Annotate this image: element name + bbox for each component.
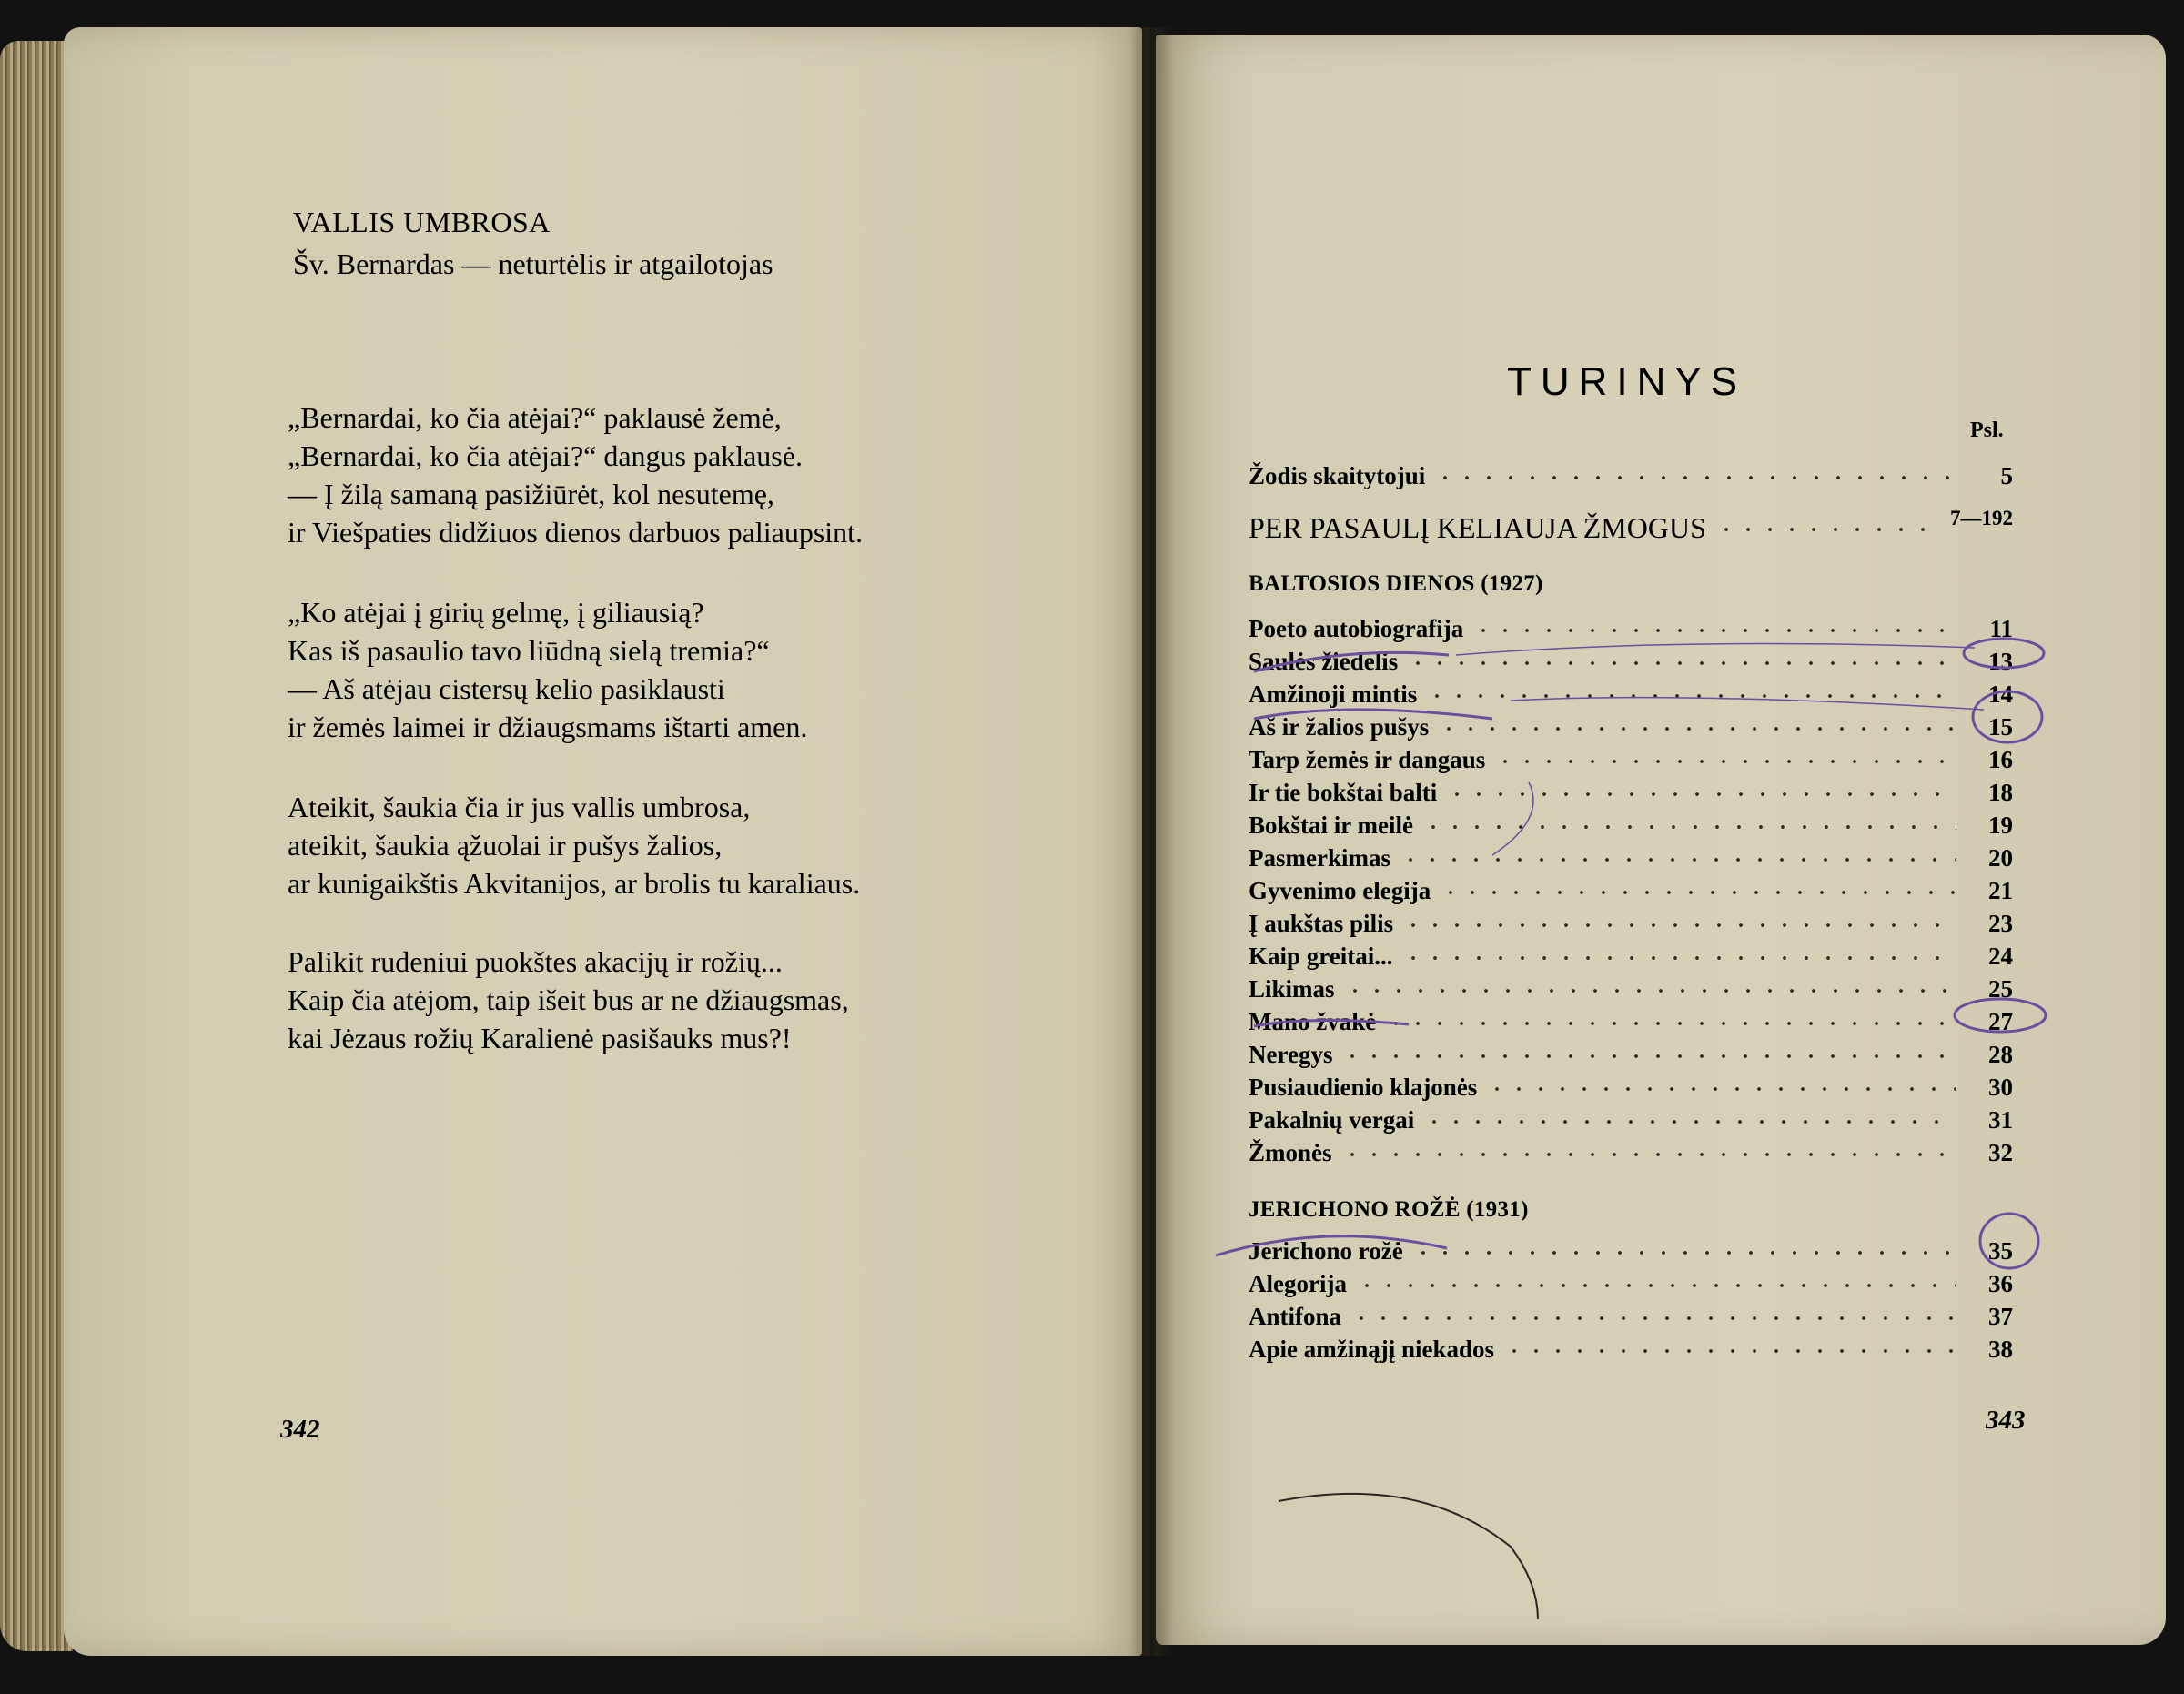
- toc-entry: [1249, 1074, 2013, 1104]
- toc-entry-title: Aš ir žalios pušys: [1249, 713, 1430, 741]
- toc-entry-title: Mano žvakė: [1249, 1008, 1377, 1035]
- leader-dots: [1356, 1284, 1956, 1287]
- toc-entry: [1249, 1106, 2013, 1137]
- toc-entry-page: 36: [1988, 1270, 2013, 1297]
- leader-dots: [1407, 661, 1956, 665]
- toc-entry-title: Kaip greitai...: [1249, 943, 1393, 970]
- leader-dots: [1344, 989, 1956, 993]
- leader-dots: [1446, 792, 1956, 796]
- toc-entry-page: 24: [1988, 943, 2013, 970]
- leader-dots: [1434, 476, 1956, 479]
- leader-dots: [1715, 528, 1941, 531]
- toc-entry: [1249, 910, 2013, 941]
- toc-entry-page: 25: [1988, 975, 2013, 1003]
- leader-dots: [1412, 1251, 1956, 1255]
- poem-line: „Bernardai, ko čia atėjai?“ dangus paklausė.: [288, 439, 803, 472]
- leader-dots: [1385, 1022, 1956, 1025]
- toc-entry-page: 11: [1989, 615, 2013, 642]
- poem-line: — Į žilą samaną pasižiūrėt, kol nesutemę,: [288, 478, 774, 510]
- poem-stanza: [288, 943, 849, 1057]
- poem-line: ir Viešpaties didžiuos dienos darbuos paliaupsint.: [288, 516, 864, 549]
- poem-subtitle: Šv. Bernardas — neturtėlis ir atgailotojas: [293, 247, 774, 280]
- poem-line: Ateikit, šaukia čia ir jus vallis umbrosa,: [288, 791, 751, 823]
- toc-entry-title: Bokštai ir meilė: [1249, 812, 1413, 839]
- leader-dots: [1438, 727, 1956, 731]
- poem-title: VALLIS UMBROSA: [293, 206, 551, 238]
- toc-entry-title: Gyvenimo elegija: [1249, 877, 1431, 904]
- toc-entry-title: Antifona: [1249, 1303, 1342, 1330]
- toc-entry-title: Jerichono rožė: [1249, 1237, 1403, 1265]
- leader-dots: [1402, 956, 1957, 960]
- toc-entry-page: 28: [1988, 1041, 2013, 1068]
- toc-part-entry: [1249, 507, 2013, 548]
- toc-entry-title: Pakalnių vergai: [1249, 1106, 1415, 1134]
- book-spine-gutter: [1128, 27, 1174, 1656]
- toc-entry-title: Tarp žemės ir dangaus: [1249, 746, 1486, 773]
- leader-dots: [1341, 1054, 1956, 1058]
- toc-entry-title: PER PASAULĮ KELIAUJA ŽMOGUS: [1249, 511, 1706, 544]
- toc-entry-page: 5: [2000, 462, 2013, 489]
- toc-entry: [1249, 943, 2013, 973]
- toc-entry-title: Ir tie bokštai balti: [1249, 779, 1438, 806]
- leader-dots: [1486, 1087, 1956, 1091]
- poem-line: Kaip čia atėjom, taip išeit bus ar ne džiaugsmas,: [288, 983, 849, 1016]
- poem-line: ateikit, šaukia ąžuolai ir pušys žalios,: [288, 829, 723, 862]
- toc-section-heading: JERICHONO ROŽĖ (1931): [1249, 1197, 1529, 1222]
- toc-entry-page: 38: [1988, 1336, 2013, 1363]
- toc-entry: [1249, 462, 2013, 493]
- poem-line: ir žemės laimei ir džiaugsmams ištarti amen.: [288, 711, 808, 743]
- toc-entry: [1249, 1270, 2013, 1301]
- poem-line: ar kunigaikštis Akvitanijos, ar brolis tu karaliaus.: [288, 867, 861, 900]
- toc-entry-title: Žodis skaitytojui: [1249, 462, 1426, 489]
- page-column-label: Psl.: [1970, 418, 2004, 442]
- poem-line: Kas iš pasaulio tavo liūdną sielą tremia?“: [288, 634, 770, 667]
- toc-entry: [1249, 779, 2013, 810]
- toc-entry: [1249, 975, 2013, 1006]
- toc-entry: [1249, 877, 2013, 908]
- toc-entry-page: 15: [1988, 713, 2013, 741]
- toc-entry-title: Pusiaudienio klajonės: [1249, 1074, 1478, 1101]
- right-page-number: 343: [1986, 1406, 2026, 1435]
- toc-entry-page: 35: [1988, 1237, 2013, 1265]
- toc-entry: [1249, 713, 2013, 744]
- toc-entry-page: 16: [1988, 746, 2013, 773]
- toc-entry-page: 21: [1988, 877, 2013, 904]
- poem-line: „Bernardai, ko čia atėjai?“ paklausė žemė,: [288, 401, 782, 434]
- toc-entry: [1249, 1336, 2013, 1366]
- toc-entry-title: Likimas: [1249, 975, 1335, 1003]
- toc-section-heading: BALTOSIOS DIENOS (1927): [1249, 571, 1543, 596]
- toc-entry: [1249, 648, 2013, 679]
- toc-entry-page: 37: [1988, 1303, 2013, 1330]
- leader-dots: [1423, 1120, 1956, 1124]
- toc-entry-page: 19: [1988, 812, 2013, 839]
- toc-entry: [1249, 1237, 2013, 1268]
- poem-line: Palikit rudeniui puokštes akacijų ir rožių...: [288, 945, 783, 978]
- contents-title: TURINYS: [1507, 359, 1747, 404]
- poem-stanza: [288, 593, 807, 746]
- toc-entry-title: Žmonės: [1249, 1139, 1332, 1166]
- left-page-number: 342: [280, 1415, 320, 1444]
- leader-dots: [1472, 629, 1956, 632]
- toc-entry: [1249, 1041, 2013, 1072]
- poem-line: kai Jėzaus rožių Karalienė pasišauks mus?!: [288, 1022, 792, 1054]
- toc-entry-title: Apie amžinąjį niekados: [1249, 1336, 1495, 1363]
- toc-entry-title: Pasmerkimas: [1249, 844, 1390, 872]
- toc-entry-page: 14: [1988, 681, 2013, 708]
- leader-dots: [1422, 825, 1956, 829]
- leader-dots: [1402, 923, 1956, 927]
- leader-dots: [1440, 891, 1956, 894]
- toc-entry: [1249, 844, 2013, 875]
- toc-entry-title: Saulės žiedelis: [1249, 648, 1399, 675]
- leader-dots: [1426, 694, 1956, 698]
- toc-entry-page: 27: [1988, 1008, 2013, 1035]
- toc-entry: [1249, 746, 2013, 777]
- toc-entry-title: Į aukštas pilis: [1249, 910, 1394, 937]
- page-block-edges: [0, 41, 73, 1651]
- toc-entry: [1249, 1139, 2013, 1170]
- toc-entry-page: 30: [1988, 1074, 2013, 1101]
- leader-dots: [1494, 760, 1956, 763]
- toc-entry-title: Poeto autobiografija: [1249, 615, 1464, 642]
- toc-entry: [1249, 1008, 2013, 1039]
- leader-dots: [1341, 1153, 1956, 1156]
- leader-dots: [1503, 1349, 1956, 1353]
- poem-line: „Ko atėjai į girių gelmę, į giliausią?: [288, 596, 704, 629]
- toc-entry-page: 32: [1988, 1139, 2013, 1166]
- toc-entry-title: Neregys: [1249, 1041, 1333, 1068]
- toc-entry-page: 20: [1988, 844, 2013, 872]
- poem-stanza: [288, 398, 863, 551]
- leader-dots: [1400, 858, 1956, 862]
- poem-line: — Aš atėjau cistersų kelio pasiklausti: [288, 672, 725, 705]
- toc-entry-title: Amžinoji mintis: [1249, 681, 1418, 708]
- toc-entry: [1249, 1303, 2013, 1334]
- leader-dots: [1350, 1316, 1956, 1320]
- toc-entry-page: 18: [1988, 779, 2013, 806]
- toc-entry: [1249, 615, 2013, 646]
- toc-entry-page: 7—192: [1950, 507, 2013, 529]
- toc-entry: [1249, 812, 2013, 842]
- toc-entry: [1249, 681, 2013, 711]
- toc-entry-page: 31: [1988, 1106, 2013, 1134]
- toc-entry-title: Alegorija: [1249, 1270, 1347, 1297]
- toc-entry-page: 13: [1988, 648, 2013, 675]
- poem-stanza: [288, 788, 860, 902]
- toc-entry-page: 23: [1988, 910, 2013, 937]
